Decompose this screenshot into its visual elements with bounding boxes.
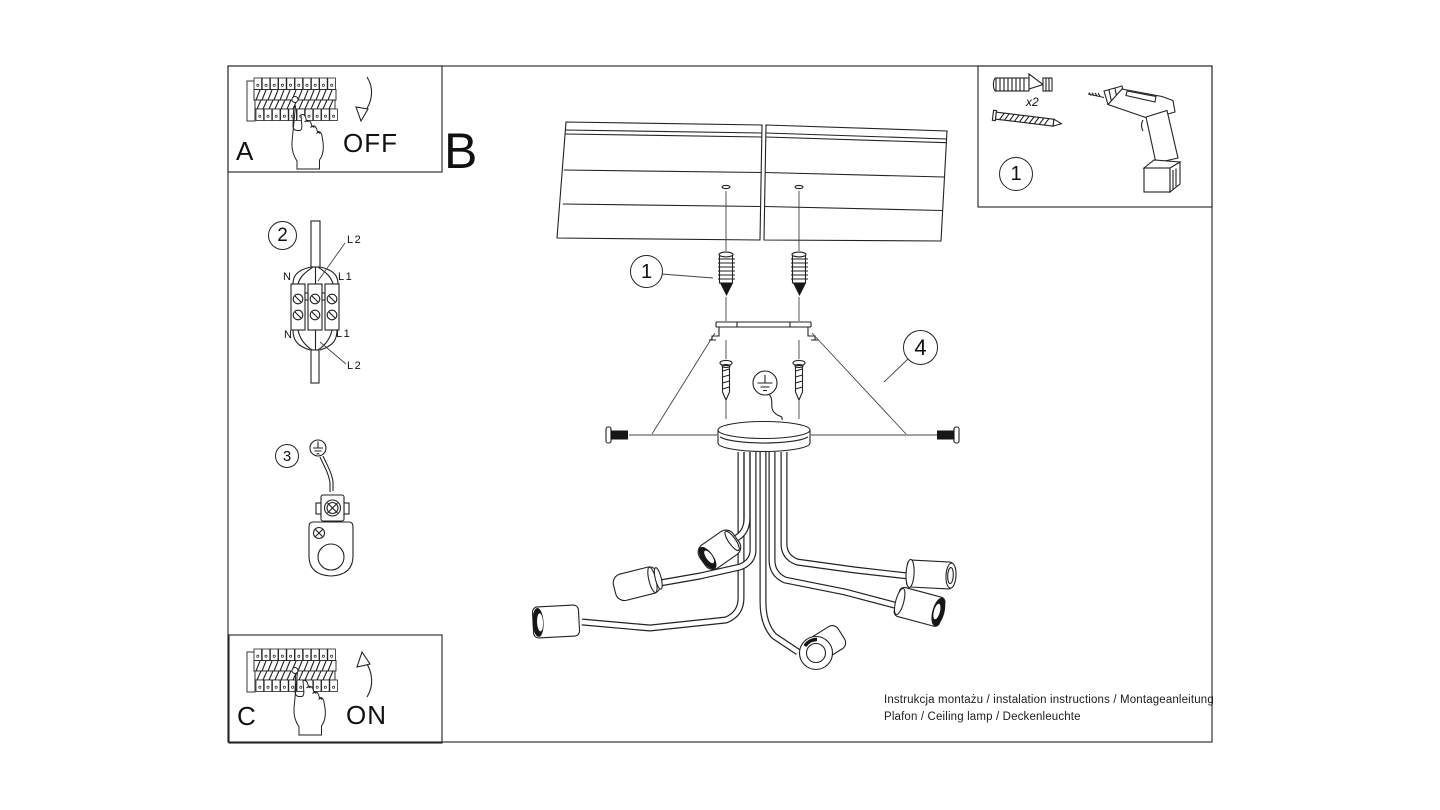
ground-symbol-icon (310, 440, 326, 456)
section-label-a: A (236, 136, 254, 166)
ground-symbol-icon-center (753, 371, 782, 420)
terminal-block-icon (291, 221, 346, 383)
drill-icon (1088, 86, 1180, 192)
wire-label-l2-top: L2 (347, 234, 363, 246)
lamp-socket-low-right (892, 586, 948, 628)
breaker-panel-icon (247, 78, 337, 121)
wall-anchor-icon (993, 74, 1052, 91)
section-label-c: C (237, 701, 256, 731)
screw-icon (992, 110, 1062, 128)
wire-label-l1-top: L1 (338, 271, 354, 283)
ground-lug-icon (309, 440, 353, 576)
step4-callout: 4 (903, 330, 938, 365)
footer-product-line: Plafon / Ceiling lamp / Deckenleuchte (884, 711, 1081, 723)
footer-title-line: Instrukcja montażu / instalation instructions / Montageanleitung (884, 694, 1214, 706)
lamp-socket-mid-right (905, 559, 956, 590)
off-label: OFF (343, 128, 398, 158)
canopy (718, 422, 810, 452)
step3-callout: 3 (275, 444, 299, 468)
mounting-screws (720, 360, 805, 400)
anchor-quantity-label: x2 (1026, 95, 1039, 109)
wall-anchor-vertical-icon (718, 252, 808, 296)
lamp-socket-far-left (532, 605, 580, 638)
lamp-socket-front (800, 623, 849, 670)
step1-callout: 1 (630, 255, 663, 288)
wire-label-l1-bottom: L1 (336, 328, 352, 340)
ceiling-panels (557, 122, 947, 241)
mounting-bracket (709, 322, 818, 340)
tools-step-badge: 1 (999, 157, 1033, 191)
wire-label-l2-bottom: L2 (347, 360, 363, 372)
arrow-down-icon (356, 77, 372, 121)
lamp-socket-mid-left (611, 565, 664, 603)
wire-label-n-bottom: N (284, 329, 292, 341)
wire-label-n-top: N (283, 271, 291, 283)
step2-callout: 2 (268, 221, 297, 250)
on-label: ON (346, 700, 387, 730)
breaker-panel-icon-2 (247, 649, 337, 692)
ceiling-lamp-drawing (532, 452, 957, 670)
arrow-up-icon (357, 652, 372, 697)
section-label-b: B (444, 123, 478, 179)
